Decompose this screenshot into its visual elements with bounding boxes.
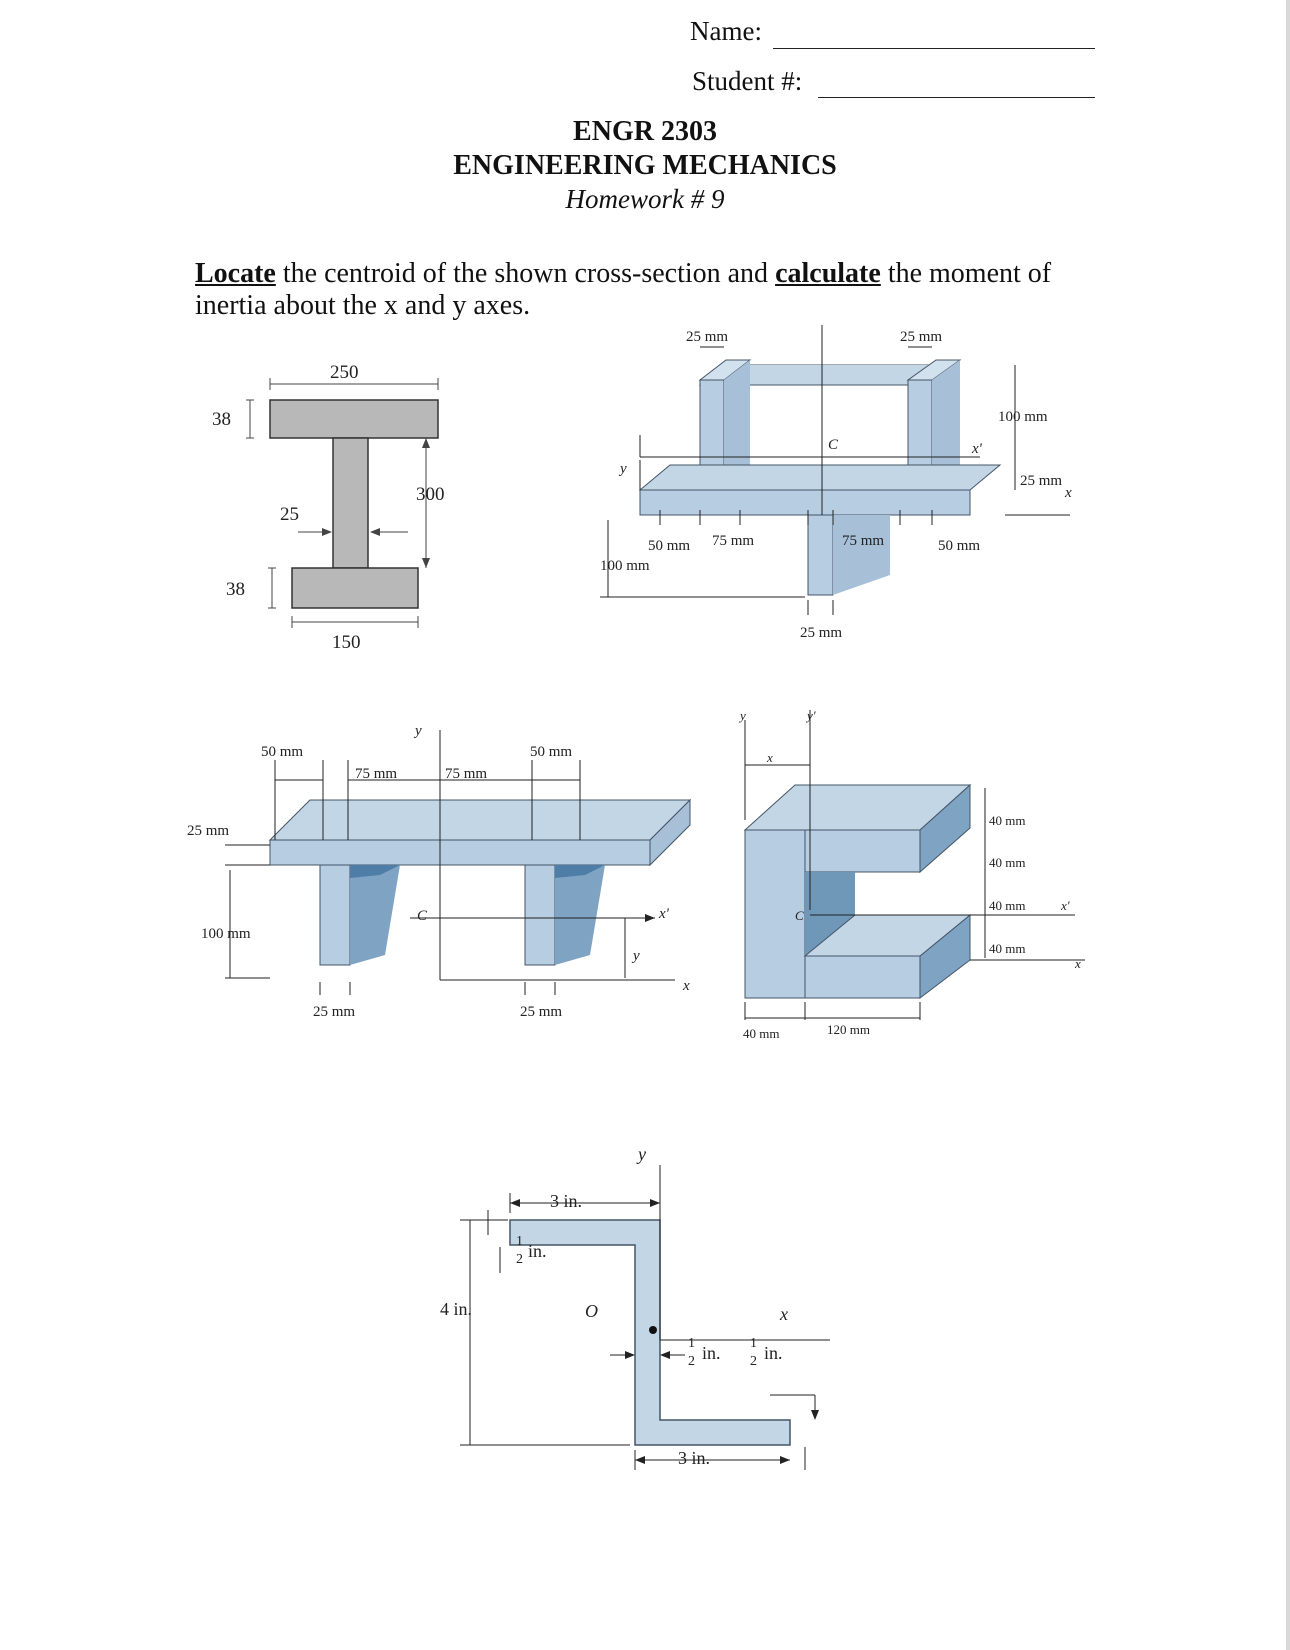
- pi-dim-50-left: 50 mm: [261, 744, 304, 760]
- problem-statement: [195, 258, 1095, 322]
- i-beam-bottom-flange: [292, 568, 418, 608]
- c-y-axis: y: [740, 708, 746, 723]
- homework-number: Homework # 9: [565, 184, 725, 214]
- channel-x-axis: x: [1065, 485, 1072, 501]
- z-bottom-length: 3 in.: [678, 1448, 711, 1468]
- z-flange-unit: in.: [764, 1343, 783, 1363]
- z-origin: O: [585, 1301, 598, 1321]
- pi-x-prime: x': [659, 906, 669, 922]
- i-beam-top-flange: [270, 400, 438, 438]
- z-height: 4 in.: [440, 1299, 473, 1319]
- channel-dim-fin-right: 25 mm: [900, 329, 943, 345]
- channel-x-prime: x': [972, 441, 982, 457]
- z-web-unit: in.: [702, 1343, 721, 1363]
- figure-c-section: [735, 710, 1095, 1060]
- dim-bottom-width: 150: [332, 632, 361, 653]
- c-dim-120: 120 mm: [827, 1022, 870, 1037]
- channel-ybar: y: [620, 461, 627, 477]
- z-web-num: 1: [688, 1336, 695, 1351]
- pi-x-axis: x: [683, 978, 690, 994]
- channel-dim-fin-height: 100 mm: [998, 409, 1048, 425]
- z-x-axis: x: [780, 1304, 788, 1324]
- statement-part-2: the moment of inertia about the x and y axes.: [195, 258, 1052, 321]
- dim-top-width: 250: [330, 362, 359, 383]
- c-dim-40-c: 40 mm: [989, 898, 1026, 913]
- z-origin-dot: [649, 1326, 657, 1334]
- i-beam-web: [333, 438, 368, 568]
- channel-dim-flange-thk: 25 mm: [1020, 473, 1063, 489]
- student-number-label: Student #:: [692, 66, 803, 96]
- pi-left-web: [320, 865, 350, 965]
- pi-dim-75-right: 75 mm: [445, 766, 488, 782]
- verb-locate: Locate: [195, 258, 276, 289]
- z-thk1-den: 2: [516, 1252, 523, 1267]
- pi-dim-web-right: 25 mm: [520, 1004, 563, 1020]
- verb-calculate: calculate: [775, 258, 881, 289]
- z-thk1-num: 1: [516, 1234, 523, 1249]
- figure-i-beam: [200, 350, 460, 660]
- channel-dim-50-right: 50 mm: [938, 538, 981, 554]
- figure-channel: [600, 325, 1090, 675]
- course-title: ENGINEERING MECHANICS: [453, 150, 837, 181]
- pi-top-surface: [270, 800, 690, 840]
- c-x-axis: x: [1075, 956, 1081, 971]
- flange-front: [640, 490, 970, 515]
- pi-right-web: [525, 865, 555, 965]
- channel-dim-75-left: 75 mm: [712, 533, 755, 549]
- z-web-den: 2: [688, 1354, 695, 1369]
- pi-dim-depth: 100 mm: [201, 926, 251, 942]
- student-number-line: [818, 97, 1095, 98]
- figure-pi-section: [187, 720, 715, 1040]
- pi-dim-web-left: 25 mm: [313, 1004, 356, 1020]
- c-x-prime: x': [1061, 898, 1070, 913]
- channel-dim-75-right: 75 mm: [842, 533, 885, 549]
- z-y-axis: y: [638, 1144, 646, 1164]
- pi-ybar: y: [633, 948, 640, 964]
- pi-dim-flange-thk: 25 mm: [187, 823, 230, 839]
- page-edge: [1286, 0, 1290, 1650]
- z-thk1-unit: in.: [528, 1241, 547, 1261]
- pi-flange-front: [270, 840, 650, 865]
- channel-dim-web: 25 mm: [800, 625, 843, 641]
- pi-dim-50-right: 50 mm: [530, 744, 573, 760]
- c-dim-40-a: 40 mm: [989, 813, 1026, 828]
- z-flange-num: 1: [750, 1336, 757, 1351]
- figure-z-section: [440, 1125, 840, 1468]
- dim-top-thickness: 38: [212, 409, 231, 430]
- course-code: ENGR 2303: [573, 116, 717, 147]
- flange-top: [640, 465, 1000, 490]
- name-line: [773, 48, 1095, 49]
- dim-bottom-thickness: 38: [226, 579, 245, 600]
- channel-dim-depth: 100 mm: [600, 558, 650, 574]
- channel-centroid: C: [828, 437, 839, 453]
- channel-dim-50-left: 50 mm: [648, 538, 691, 554]
- pi-y-axis: y: [415, 723, 422, 739]
- web-front: [808, 515, 833, 595]
- pi-dim-75-left: 75 mm: [355, 766, 398, 782]
- statement-part-1: the centroid of the shown cross-section and: [275, 258, 776, 289]
- name-label: Name:: [690, 16, 762, 46]
- z-top-length: 3 in.: [550, 1191, 583, 1211]
- z-flange-den: 2: [750, 1354, 757, 1369]
- c-centroid: C: [795, 908, 804, 923]
- pi-centroid: C: [417, 908, 428, 924]
- c-dim-40-bottom: 40 mm: [743, 1026, 780, 1041]
- c-xbar: x: [767, 750, 773, 765]
- c-y-prime: y': [807, 708, 816, 723]
- c-dim-40-b: 40 mm: [989, 855, 1026, 870]
- dim-web-thickness: 25: [280, 504, 299, 525]
- channel-dim-fin-left: 25 mm: [686, 329, 729, 345]
- c-dim-40-d: 40 mm: [989, 941, 1026, 956]
- dim-web-height: 300: [416, 484, 445, 505]
